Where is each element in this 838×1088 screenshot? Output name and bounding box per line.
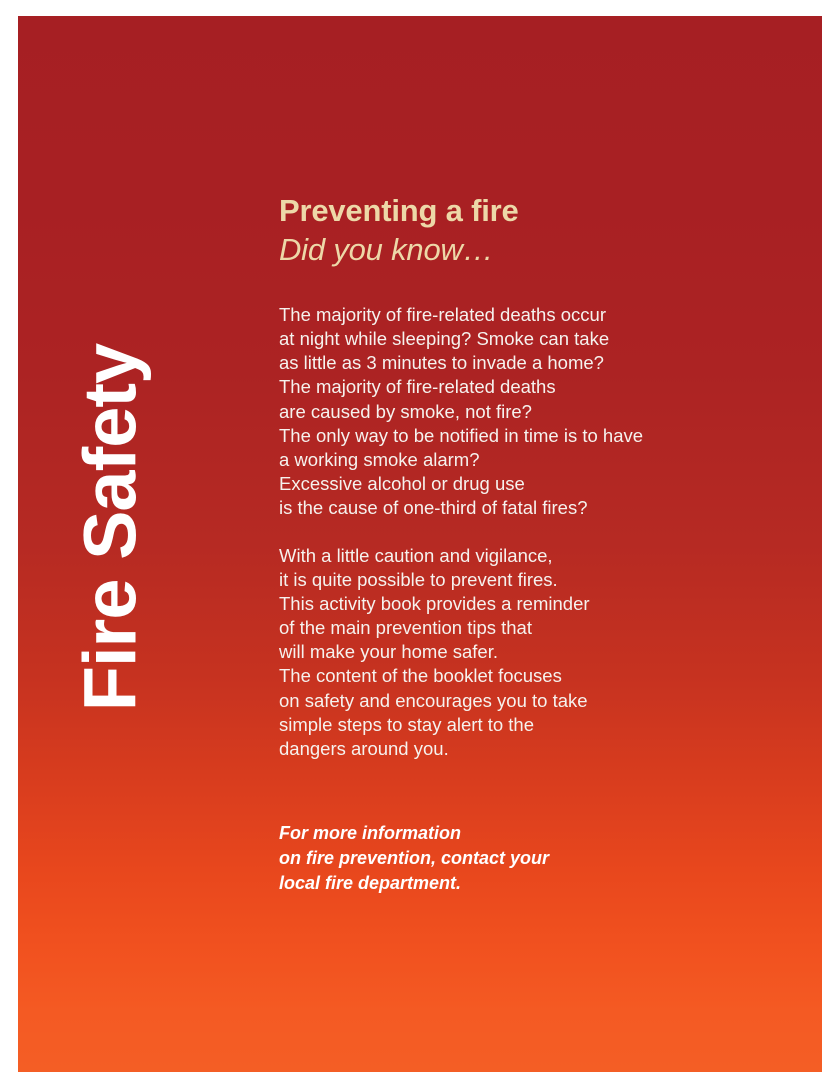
fact-line: is the cause of one-third of fatal fires? <box>279 496 588 518</box>
page-border-right <box>822 0 838 1088</box>
fact-line: The majority of fire-related deaths occur <box>279 304 606 326</box>
fact-line: a working smoke alarm? <box>279 448 480 470</box>
description-line: will make your home safer. <box>279 641 499 663</box>
description-line: of the main prevention tips that <box>279 617 532 639</box>
subheadline: Did you know… <box>279 231 494 267</box>
contact-line: For more information <box>279 822 462 843</box>
fact-line: as little as 3 minutes to invade a home? <box>279 352 604 374</box>
fact-line: are caused by smoke, not fire? <box>279 400 532 422</box>
description-line: dangers around you. <box>279 737 449 759</box>
paragraph-spacer <box>279 520 799 544</box>
fact-line: Excessive alcohol or drug use <box>279 472 525 494</box>
fact-line: The majority of fire-related deaths <box>279 376 556 398</box>
description-line: With a little caution and vigilance, <box>279 545 553 566</box>
contact-block <box>279 821 799 896</box>
contact-line: on fire prevention, contact your <box>279 847 550 868</box>
vertical-title: Fire Safety <box>68 343 152 712</box>
contact-line: local fire department. <box>279 872 462 893</box>
fact-line: at night while sleeping? Smoke can take <box>279 328 610 350</box>
description-line: The content of the booklet focuses <box>279 665 562 687</box>
content-column <box>279 193 799 896</box>
body-text <box>279 303 799 761</box>
description-line: on safety and encourages you to take <box>279 689 588 711</box>
description-line: it is quite possible to prevent fires. <box>279 569 558 591</box>
fact-line: The only way to be notified in time is to have <box>279 424 644 446</box>
page-border-top <box>0 0 838 16</box>
page-border-left <box>0 0 18 1088</box>
page-border-bottom <box>0 1072 838 1088</box>
description-line: simple steps to stay alert to the <box>279 713 535 735</box>
description-line: This activity book provides a reminder <box>279 593 590 615</box>
headline: Preventing a fire <box>279 193 519 228</box>
